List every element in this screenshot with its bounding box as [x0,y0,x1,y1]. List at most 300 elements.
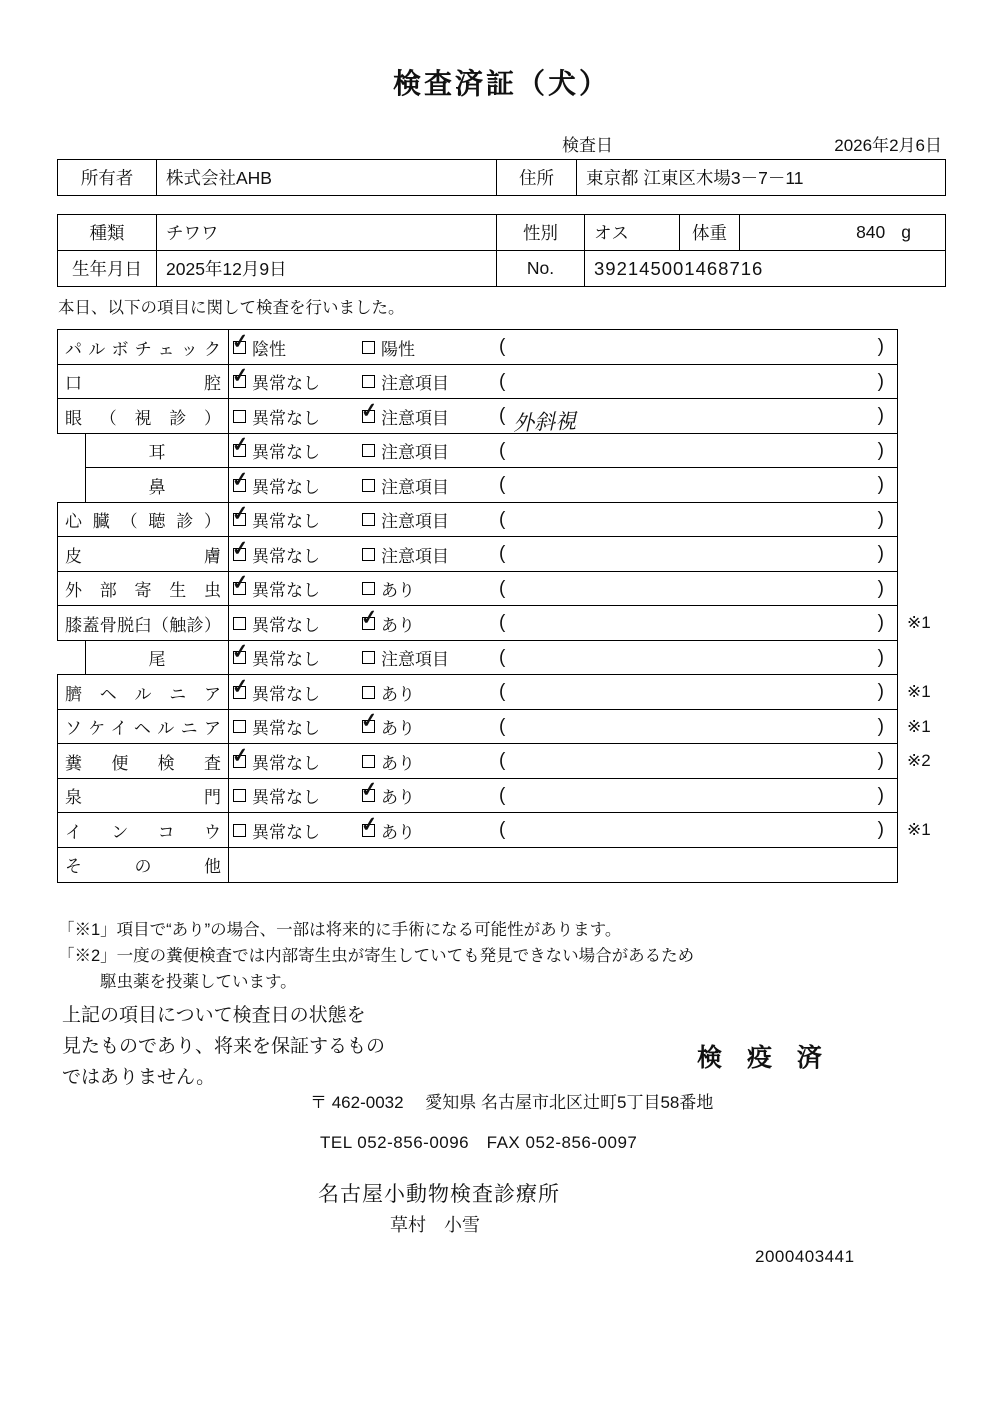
inspection-row-box [57,778,898,814]
handwritten-note [505,479,877,492]
row-content [229,606,897,640]
option-label: 注意項目 [381,546,449,566]
checkbox[interactable] [359,398,379,423]
option-label: 注意項目 [381,374,449,393]
paren-close: ) [877,405,884,426]
remarks-area [499,819,897,841]
checkmark-icon: ✓ [230,536,250,561]
row-label: 皮膚 [65,546,221,566]
option [230,536,362,567]
option-label: 異常なし [252,650,320,669]
option-label: 陰性 [252,339,286,359]
checkmark-icon: ✓ [230,329,250,354]
row-content [229,779,897,813]
option-label: 注意項目 [381,443,449,462]
paren-open: ( [499,508,506,530]
row-label: 臍ヘルニア [65,684,221,704]
disclaimer-line-1: 上記の項目について検査日の状態を [62,1005,366,1026]
checkmark-icon: ✓ [359,812,379,837]
remarks-area [499,336,897,358]
option [362,473,499,498]
row-content [229,813,897,847]
option [230,640,362,670]
checkbox[interactable] [362,651,375,664]
paren-close: ) [877,474,884,495]
option-label: 注意項目 [381,477,449,497]
inspection-row [57,812,962,848]
checkbox[interactable] [362,548,375,561]
row-label: ソケイヘルニア [65,719,221,738]
row-label-cell [86,434,229,468]
paren-close: ) [877,681,884,702]
row-label-cell [58,710,229,744]
inspection-row [57,536,962,572]
checkmark-icon: ✓ [230,640,250,664]
row-label: 鼻 [148,477,166,497]
inspection-row-box [57,605,898,641]
paren-open: ( [499,474,506,495]
paren-open: ( [499,646,506,668]
paren-open: ( [499,681,506,702]
row-label: インコウ [65,822,221,842]
inspection-rows [57,329,962,883]
option [359,709,499,739]
checkmark-icon: ✓ [359,709,379,733]
checkmark-icon: ✓ [230,433,250,457]
handwritten-note [505,755,877,768]
checkbox[interactable] [230,571,250,595]
clinic-postal-address: 〒 462-0032 愛知県 名古屋市北区辻町5丁目58番地 [310,1093,714,1112]
handwritten-note [505,720,877,733]
option [362,680,499,705]
checkbox[interactable] [233,720,246,733]
remarks-area [499,474,897,496]
row-label-cell [58,365,229,399]
row-label-cell [58,330,229,364]
handwritten-note [505,617,877,630]
checkmark-icon: ✓ [230,674,250,699]
checkbox[interactable] [230,674,250,699]
option-label: 異常なし [252,477,320,497]
inspection-row-box [57,571,898,607]
row-content [229,434,897,468]
row-marker: ※1 [907,682,931,701]
checkbox[interactable] [359,605,379,630]
remarks-area [499,509,897,531]
checkbox[interactable] [359,778,379,802]
handwritten-note [505,341,877,354]
checkbox[interactable] [230,502,250,526]
remarks-area [499,543,897,565]
option-label: 異常なし [252,408,320,428]
row-label-cell [58,675,229,709]
row-label: 泉門 [65,788,221,807]
option [362,749,499,774]
row-label-cell [58,606,229,640]
row-label-cell [58,572,229,606]
inspection-table [57,329,962,883]
option [359,605,499,636]
paren-open: ( [499,405,506,426]
row-label-cell [58,503,229,537]
row-label: 心臓（聴診） [65,512,221,531]
checkmark-icon: ✓ [230,502,250,526]
inspection-row [57,674,962,710]
address-label: 住所 [496,160,576,195]
checkmark-icon: ✓ [230,364,250,388]
inspection-row-box [57,502,898,538]
pet-table [57,214,946,287]
row-label-cell [86,641,229,675]
row-label: 眼（視診） [65,408,221,428]
footnote-1: 「※1」項目で“あり”の場合、一部は将来的に手術になる可能性があります。 [58,921,622,939]
option [362,542,499,567]
sex-value: オス [584,215,679,250]
checkbox[interactable] [233,617,246,630]
row-label: 膝蓋骨脱臼（触診） [65,615,221,635]
owner-value: 株式会社AHB [156,160,496,195]
footnote-2-line2: 駆虫薬を投薬しています。 [100,973,297,991]
option-label: 異常なし [252,443,320,462]
pet-row-2 [58,250,945,286]
paren-close: ) [877,784,884,806]
option [359,812,499,843]
paren-open: ( [499,715,506,737]
row-marker [898,778,954,814]
row-content [229,744,897,778]
document-title: 検査済証（犬） [392,68,610,99]
inspection-row [57,433,962,469]
option-label: あり [381,581,415,600]
option [362,645,499,670]
checkbox[interactable] [362,375,375,388]
checkbox[interactable] [233,410,246,423]
inspection-date-value: 2026年2月6日 [834,136,942,155]
checkbox[interactable] [233,789,246,802]
type-value: チワワ [156,215,496,250]
checkbox[interactable] [230,640,250,664]
remarks-area [499,681,897,703]
remarks-area [499,716,897,738]
paren-close: ) [877,439,884,461]
option-label: 異常なし [252,546,320,566]
row-content [229,537,897,571]
row-label: パルボチェック [65,339,221,359]
option [233,611,362,636]
remarks-area [499,647,897,669]
inspection-date-line [57,131,946,155]
inspection-row-box [57,709,898,745]
option [230,571,362,601]
row-label: 口腔 [65,374,221,393]
option [359,778,499,808]
checkbox[interactable] [362,582,375,595]
row-marker: ※1 [907,613,931,632]
row-content [229,503,897,537]
handwritten-note [505,513,877,526]
checkmark-icon: ✓ [359,778,379,802]
row-marker [898,502,954,538]
option [362,576,499,601]
clinic-tel-fax: TEL 052-856-0096 FAX 052-856-0097 [320,1133,638,1152]
inspection-row-box [57,364,898,400]
inspection-row-box [57,398,898,434]
inspection-row-box [57,329,898,365]
inspection-row [57,847,962,883]
document-number: 2000403441 [755,1247,855,1266]
paren-close: ) [877,543,884,564]
birth-label: 生年月日 [72,259,142,279]
inspection-row [57,605,962,641]
checkbox[interactable] [362,513,375,526]
option-label: あり [381,788,415,807]
checkbox[interactable] [359,812,379,837]
checkmark-icon: ✓ [230,571,250,595]
option-label: 異常なし [252,822,320,842]
row-label: その他 [65,857,221,876]
paren-open: ( [499,577,506,599]
row-label-cell [58,537,229,571]
row-content [229,572,897,606]
row-content [229,330,897,364]
checkbox[interactable] [230,467,250,492]
weight-value: 840 [856,222,886,242]
remarks-area [499,371,897,393]
paren-open: ( [499,543,506,564]
inspection-row [57,709,962,745]
handwritten-note: 外斜視 [513,409,577,436]
row-content [229,641,897,675]
quarantine-stamp: 検 疫 済 [697,1044,831,1072]
handwritten-note [505,686,877,699]
footnote-2-line1: 「※2」一度の糞便検査では内部寄生虫が寄生していても発見できない場合があるため [58,947,695,965]
row-label-cell [58,779,229,813]
inspection-row-box [85,433,898,469]
option-label: 異常なし [252,581,320,600]
option-label: あり [381,615,415,635]
option-label: 注意項目 [381,408,449,428]
option-label: 注意項目 [381,650,449,669]
option [233,818,362,843]
option [362,369,499,394]
row-marker [898,398,954,434]
row-content [229,398,897,436]
option [230,364,362,394]
row-content [229,848,897,882]
row-label: 尾 [148,650,166,669]
address-value: 東京都 江東区木場3－7－11 [576,160,945,195]
option [230,674,362,705]
inspection-row-box [57,536,898,572]
paren-open: ( [499,336,506,357]
row-content [229,675,897,709]
checkbox[interactable] [362,444,375,457]
checkmark-icon: ✓ [359,398,379,423]
inspection-row [57,329,962,365]
checkbox[interactable] [362,755,375,768]
clinic-name: 名古屋小動物検査診療所 [318,1183,560,1206]
remarks-area [499,578,897,600]
inspection-row [57,743,962,779]
paren-close: ) [877,577,884,599]
inspection-row [57,778,962,814]
inspection-row-box [57,743,898,779]
weight-unit: g [901,222,911,242]
pet-row-1 [58,215,945,250]
paren-close: ) [877,336,884,357]
row-label-cell [58,848,229,882]
row-marker: ※2 [907,751,931,770]
option-label: 異常なし [252,753,320,773]
staff-name: 草村 小雪 [390,1215,480,1235]
inspection-row [57,502,962,538]
option-label: 注意項目 [381,512,449,531]
row-marker [898,536,954,572]
inspection-row-box [57,812,898,848]
option [233,714,362,739]
row-label: 外部寄生虫 [65,581,221,600]
option-label: 異常なし [252,788,320,807]
option-label: あり [381,822,415,842]
paren-close: ) [877,715,884,737]
paren-open: ( [499,750,506,771]
option-label: 陽性 [381,339,415,359]
checkbox[interactable] [362,686,375,699]
paren-open: ( [499,370,506,392]
paren-close: ) [877,370,884,392]
row-label: 糞便検査 [65,753,221,773]
disclaimer-line-2: 見たものであり、将来を保証するもの [62,1036,386,1057]
row-marker [898,364,954,400]
paren-close: ) [877,646,884,668]
inspection-row [57,467,962,503]
intro-text: 本日、以下の項目に関して検査を行いました。 [58,299,405,317]
row-marker [898,329,954,365]
disclaimer-line-3: ではありません。 [62,1067,216,1088]
row-marker: ※1 [907,716,931,736]
remarks-area [499,612,897,634]
handwritten-note [505,548,877,561]
row-marker [898,640,954,676]
checkbox[interactable] [362,341,375,354]
paren-close: ) [877,819,884,840]
handwritten-note [505,651,877,664]
option-label: あり [381,684,415,704]
row-marker [898,433,954,469]
paren-open: ( [499,439,506,461]
paren-open: ( [499,784,506,806]
paren-close: ) [877,750,884,771]
option-label: 異常なし [252,374,320,393]
option [230,329,362,360]
checkbox[interactable] [230,536,250,561]
option [362,438,499,463]
option-label: 異常なし [252,615,320,635]
row-marker [898,847,954,883]
checkbox[interactable] [230,433,250,457]
option [233,783,362,808]
remarks-area [499,401,897,436]
weight-label: 体重 [679,215,739,250]
option-label: あり [381,719,415,738]
paren-open: ( [499,819,506,840]
row-marker [898,571,954,607]
row-label-cell [58,813,229,847]
row-content [229,468,897,502]
row-label: 耳 [148,443,166,462]
inspection-row-box [85,640,898,676]
no-label: No. [496,251,584,286]
handwritten-note [505,375,877,388]
row-label-cell [58,399,229,433]
checkbox[interactable] [230,329,250,354]
inspection-row [57,571,962,607]
owner-row [58,160,945,195]
option-label: 異常なし [252,684,320,704]
row-content [229,365,897,399]
row-label-cell [58,744,229,778]
option-label: 異常なし [252,719,320,738]
option-label: あり [381,753,415,773]
option [359,398,499,429]
row-marker: ※1 [907,820,931,839]
row-marker [898,467,954,503]
handwritten-note [505,824,877,837]
paren-close: ) [877,508,884,530]
inspection-row-box [57,674,898,710]
remarks-area [499,440,897,462]
inspection-row-box [85,467,898,503]
option [230,433,362,463]
option [230,502,362,532]
remarks-area [499,785,897,807]
checkbox[interactable] [230,743,250,768]
checkbox[interactable] [233,824,246,837]
checkbox[interactable] [359,709,379,733]
sex-label: 性別 [496,215,584,250]
option [233,404,362,429]
checkbox[interactable] [230,364,250,388]
checkmark-icon: ✓ [359,605,379,630]
remarks-area [499,750,897,772]
row-content [229,710,897,744]
paren-open: ( [499,612,506,633]
checkmark-icon: ✓ [230,743,250,768]
option [230,467,362,498]
checkmark-icon: ✓ [230,467,250,492]
birth-value: 2025年12月9日 [156,251,496,286]
option [362,335,499,360]
option [230,743,362,774]
owner-label: 所有者 [80,168,134,188]
handwritten-note [505,582,877,595]
owner-table [57,159,946,196]
no-value: 392145001468716 [584,251,945,286]
inspection-row [57,364,962,400]
disclaimer-text [62,1000,385,1093]
checkbox[interactable] [362,479,375,492]
inspection-row [57,640,962,676]
option-label: 異常なし [252,512,320,531]
inspection-row [57,398,962,434]
handwritten-note [505,444,877,457]
type-label: 種類 [89,223,125,243]
inspection-row-box [57,847,898,883]
inspection-date-label: 検査日 [562,136,613,155]
paren-close: ) [877,612,884,633]
row-label-cell [86,468,229,502]
handwritten-note [505,789,877,802]
